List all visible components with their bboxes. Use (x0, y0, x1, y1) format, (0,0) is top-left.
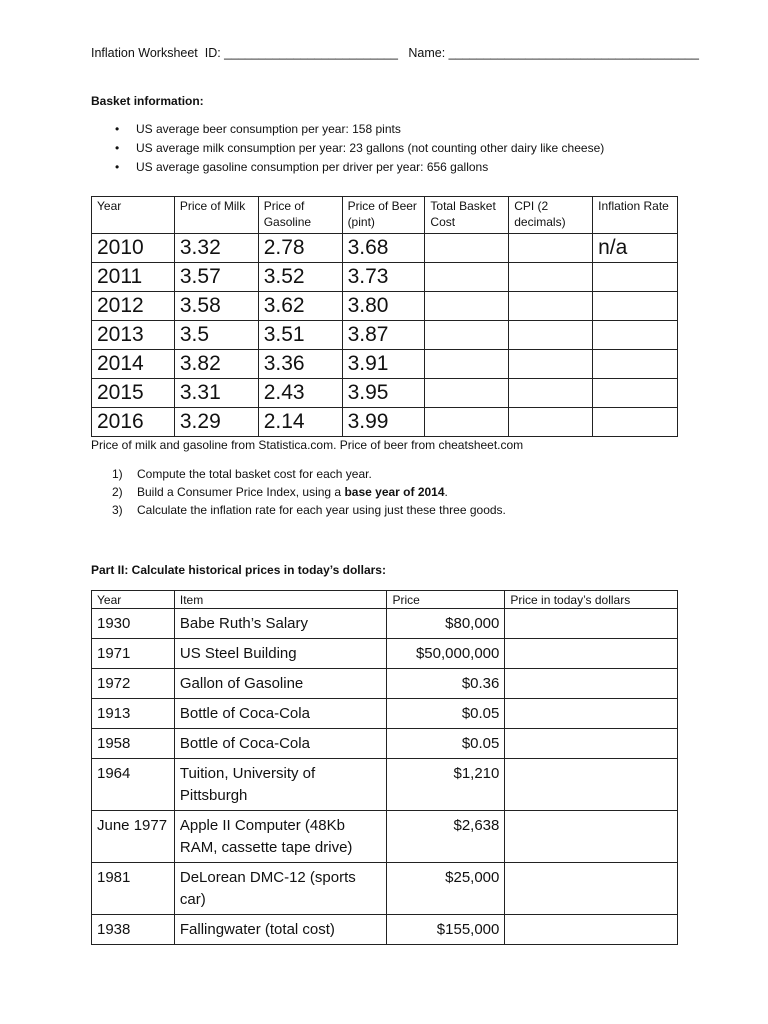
table-cell (509, 350, 593, 379)
table-cell: $155,000 (387, 915, 505, 945)
table-row (92, 234, 678, 263)
table-cell: 1958 (92, 729, 175, 759)
table-cell: 3.36 (258, 350, 342, 379)
table-cell: Bottle of Coca-Cola (174, 699, 387, 729)
table-cell: Babe Ruth’s Salary (174, 609, 387, 639)
table-cell (593, 350, 678, 379)
bullet-icon: • (115, 122, 120, 136)
table-header-row (92, 591, 678, 609)
table-cell: 3.80 (342, 292, 425, 321)
table-cell (593, 379, 678, 408)
table-header-row (92, 197, 678, 234)
table-row (92, 669, 678, 699)
basket-item-text: US average gasoline consumption per driver per year: 656 gallons (136, 160, 489, 174)
instruction-text (137, 483, 448, 501)
table-cell: $0.05 (387, 699, 505, 729)
table-cell (425, 350, 509, 379)
table-cell (505, 863, 678, 915)
table-cell: 2.43 (258, 379, 342, 408)
basket-list (91, 120, 604, 177)
table-cell (425, 408, 509, 437)
table-cell: 1938 (92, 915, 175, 945)
instruction-emphasis: base year of 2014 (344, 485, 445, 499)
table-cell: $0.05 (387, 729, 505, 759)
table-row (92, 609, 678, 639)
table-cell: $25,000 (387, 863, 505, 915)
table-cell: 1913 (92, 699, 175, 729)
table-cell: 3.31 (174, 379, 258, 408)
table-row (92, 729, 678, 759)
table-row (92, 263, 678, 292)
table-cell (509, 263, 593, 292)
table-cell (509, 379, 593, 408)
table-cell: 3.82 (174, 350, 258, 379)
table-cell: 3.87 (342, 321, 425, 350)
table-cell: 3.29 (174, 408, 258, 437)
table-cell: 3.5 (174, 321, 258, 350)
table-cell: 1971 (92, 639, 175, 669)
table-cell: Bottle of Coca-Cola (174, 729, 387, 759)
table-cell (505, 639, 678, 669)
table-row (92, 350, 678, 379)
column-header: CPI (2 decimals) (509, 197, 593, 234)
table-cell: 3.51 (258, 321, 342, 350)
table-cell: $50,000,000 (387, 639, 505, 669)
column-header: Price of Beer (pint) (342, 197, 425, 234)
column-header: Price in today’s dollars (505, 591, 678, 609)
table-cell (505, 699, 678, 729)
table-cell (509, 234, 593, 263)
table-cell (505, 915, 678, 945)
table-cell: 2.14 (258, 408, 342, 437)
column-header: Price of Gasoline (258, 197, 342, 234)
table-row (92, 408, 678, 437)
table-row (92, 915, 678, 945)
table-cell: Apple II Computer (48Kb RAM, cassette tape drive) (174, 811, 387, 863)
table-cell (509, 292, 593, 321)
table-cell: $1,210 (387, 759, 505, 811)
table-cell (509, 321, 593, 350)
table-cell: 2.78 (258, 234, 342, 263)
basket-price-table (91, 196, 678, 437)
table-cell: 2015 (92, 379, 175, 408)
basket-item-text: US average beer consumption per year: 158 pints (136, 122, 401, 136)
table-cell (593, 321, 678, 350)
table-cell (505, 811, 678, 863)
instruction-item (91, 465, 372, 483)
column-header: Inflation Rate (593, 197, 678, 234)
table-cell: 2016 (92, 408, 175, 437)
table-cell: June 1977 (92, 811, 175, 863)
table-cell (505, 609, 678, 639)
table-cell: 3.62 (258, 292, 342, 321)
table-cell (593, 263, 678, 292)
student-name-label: Name: ____________________________________ (408, 46, 699, 60)
table-row (92, 759, 678, 811)
instruction-text-part: . (444, 485, 448, 499)
part2-title: Part II: Calculate historical prices in today’s dollars: (91, 563, 386, 577)
table-cell: 2012 (92, 292, 175, 321)
table-cell: Tuition, University of Pittsburgh (174, 759, 387, 811)
bullet-icon: • (115, 160, 120, 174)
table-row (92, 292, 678, 321)
table-cell (425, 292, 509, 321)
table-row (92, 811, 678, 863)
basket-info-title: Basket information: (91, 94, 204, 108)
column-header: Price (387, 591, 505, 609)
source-note: Price of milk and gasoline from Statistica.com. Price of beer from cheatsheet.com (91, 438, 524, 452)
table-cell: 1964 (92, 759, 175, 811)
table-cell: 3.58 (174, 292, 258, 321)
instruction-number: 1) (112, 467, 123, 481)
table-cell: 1981 (92, 863, 175, 915)
basket-item (91, 158, 604, 177)
instruction-number: 3) (112, 503, 123, 517)
table-cell: 3.32 (174, 234, 258, 263)
worksheet-id-label: Inflation Worksheet ID: _________________________ (91, 46, 398, 60)
table-row (92, 321, 678, 350)
basket-item (91, 139, 604, 158)
table-cell: 2014 (92, 350, 175, 379)
table-cell: DeLorean DMC-12 (sports car) (174, 863, 387, 915)
instruction-text-part: Build a Consumer Price Index, using a (137, 485, 345, 499)
instruction-text: Calculate the inflation rate for each year using just these three goods. (137, 503, 506, 517)
table-cell: 3.68 (342, 234, 425, 263)
table-cell: Fallingwater (total cost) (174, 915, 387, 945)
instruction-number: 2) (112, 485, 123, 499)
table-cell: 2011 (92, 263, 175, 292)
table-row (92, 699, 678, 729)
table-cell: n/a (593, 234, 678, 263)
instruction-text: Compute the total basket cost for each year. (137, 467, 372, 481)
table-cell (425, 263, 509, 292)
instruction-item (91, 501, 506, 519)
table-cell: 3.52 (258, 263, 342, 292)
table-cell: 3.73 (342, 263, 425, 292)
table-cell (505, 759, 678, 811)
table-row (92, 379, 678, 408)
column-header: Item (174, 591, 387, 609)
table-cell: $0.36 (387, 669, 505, 699)
basket-item-text: US average milk consumption per year: 23 gallons (not counting other dairy like cheese) (136, 141, 605, 155)
bullet-icon: • (115, 141, 120, 155)
column-header: Price of Milk (174, 197, 258, 234)
table-cell: 3.91 (342, 350, 425, 379)
table-cell (425, 321, 509, 350)
instructions-list (91, 465, 506, 519)
instruction-item (91, 483, 448, 501)
table-cell: $80,000 (387, 609, 505, 639)
basket-item (91, 120, 604, 139)
table-cell: 1972 (92, 669, 175, 699)
table-cell: 3.57 (174, 263, 258, 292)
table-cell (425, 379, 509, 408)
table-cell: 2010 (92, 234, 175, 263)
table-row (92, 639, 678, 669)
table-cell (425, 234, 509, 263)
table-cell (505, 669, 678, 699)
table-cell: 2013 (92, 321, 175, 350)
table-cell (509, 408, 593, 437)
column-header: Year (92, 591, 175, 609)
worksheet-header (91, 46, 699, 60)
table-cell: 3.99 (342, 408, 425, 437)
table-cell: $2,638 (387, 811, 505, 863)
table-row (92, 863, 678, 915)
table-cell (593, 292, 678, 321)
column-header: Total Basket Cost (425, 197, 509, 234)
table-cell: 3.95 (342, 379, 425, 408)
column-header: Year (92, 197, 175, 234)
table-cell: 1930 (92, 609, 175, 639)
table-cell (593, 408, 678, 437)
historical-prices-table (91, 590, 678, 945)
table-cell (505, 729, 678, 759)
table-cell: US Steel Building (174, 639, 387, 669)
table-cell: Gallon of Gasoline (174, 669, 387, 699)
